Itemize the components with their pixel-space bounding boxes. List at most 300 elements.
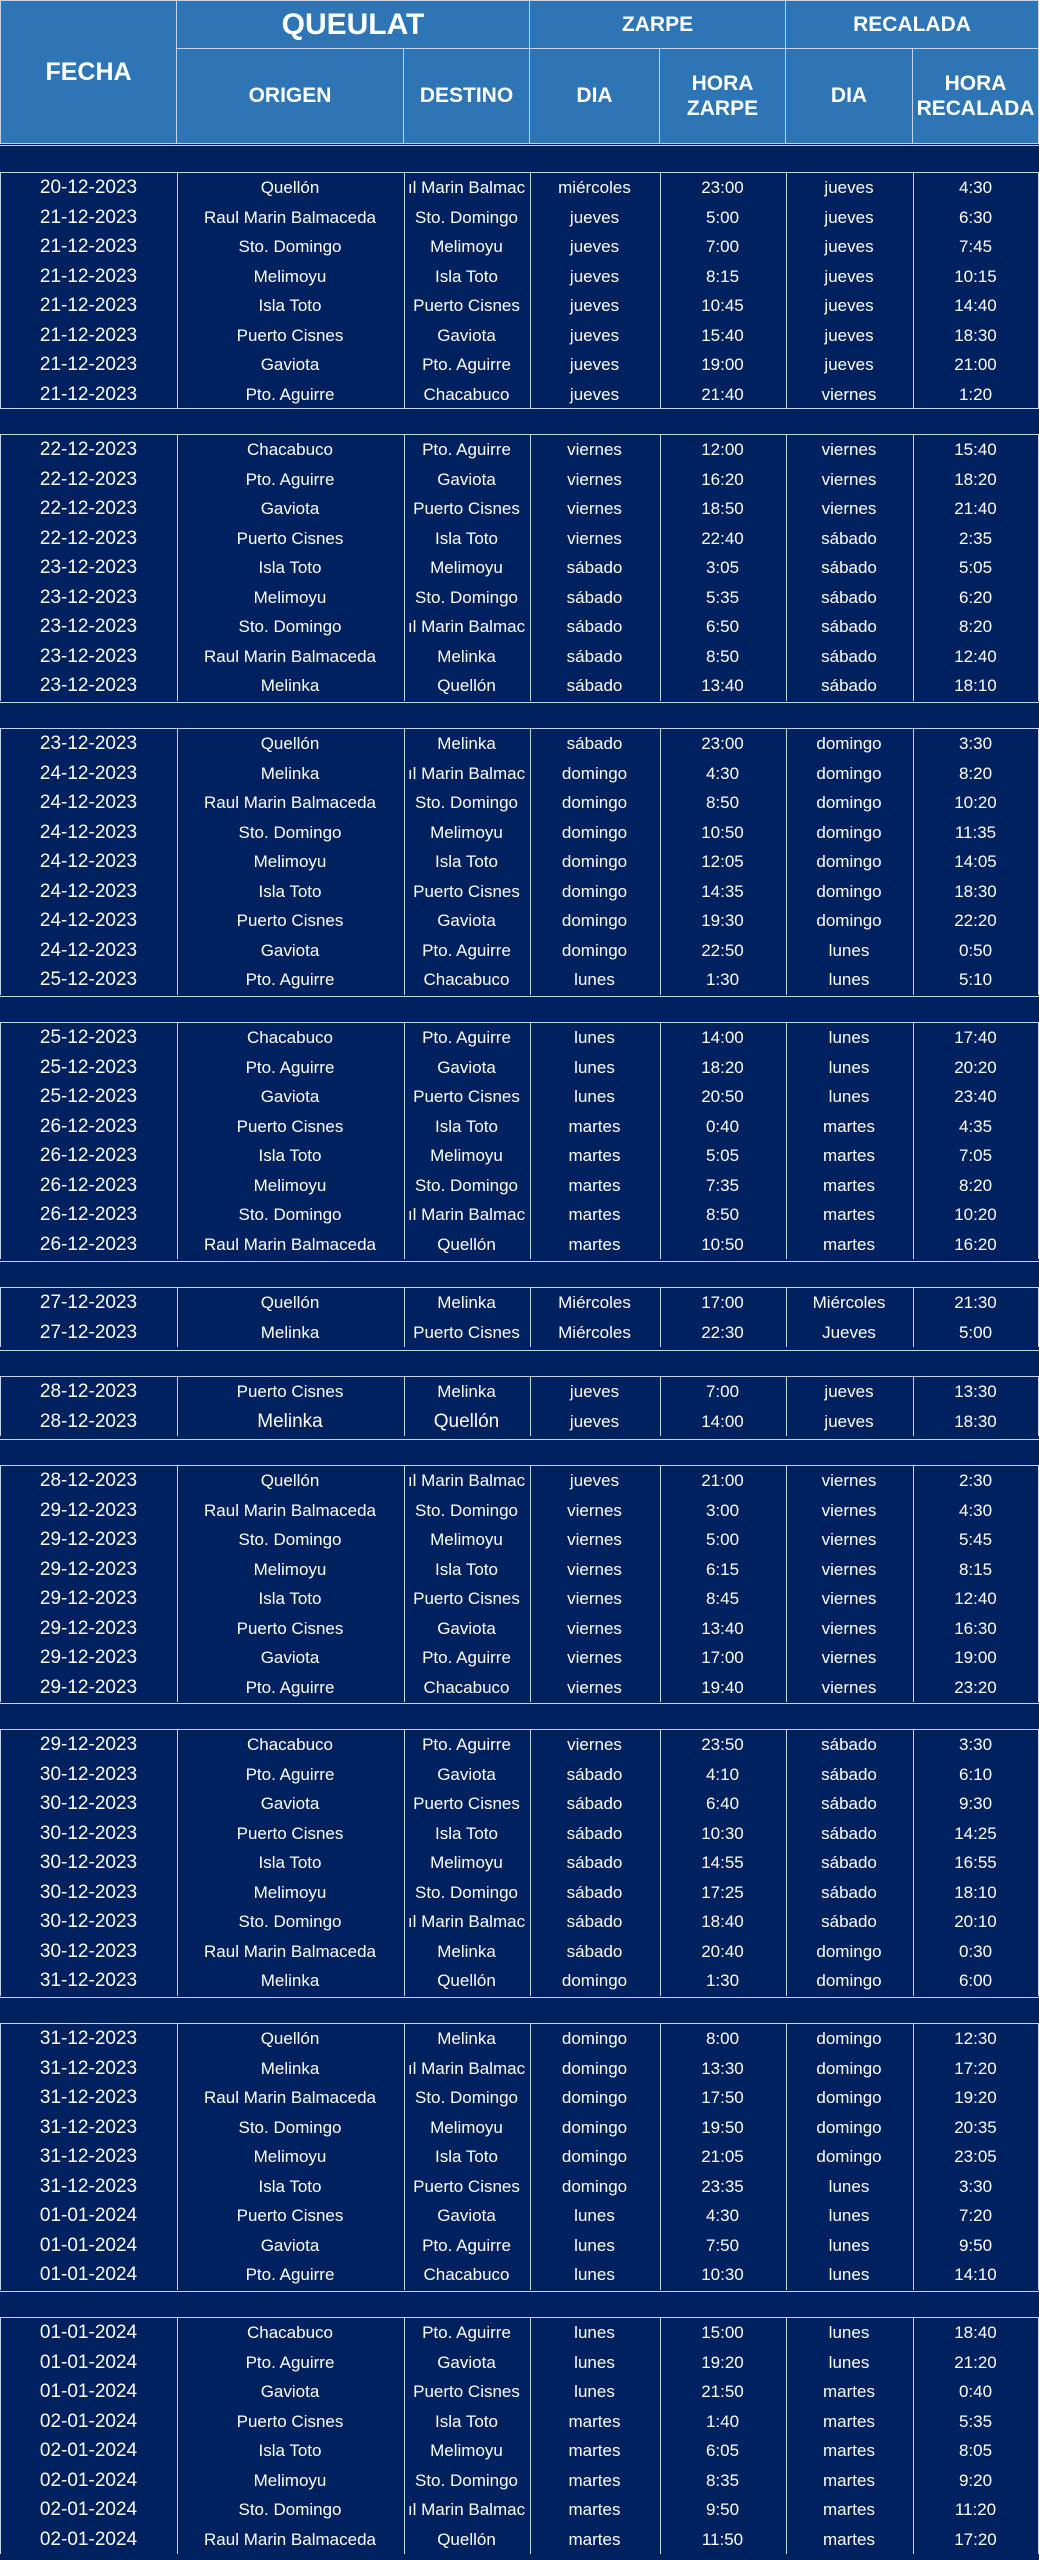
table-row <box>0 847 1039 877</box>
cell-hora-recalada: 5:45 <box>958 1530 993 1549</box>
group-separator <box>0 1261 1039 1288</box>
cell-dia-recalada: domingo <box>816 763 882 783</box>
cell-destino: Melinka <box>437 2029 496 2048</box>
cell-origen: Gaviota <box>260 940 320 960</box>
cell-origen: Melimoyu <box>253 1882 327 1902</box>
cell-origen: Pto. Aguirre <box>245 970 335 989</box>
cell-hora-recalada: 4:30 <box>958 1500 993 1520</box>
cell-origen: Pto. Aguirre <box>245 1764 335 1784</box>
cell-dia-zarpe: sábado <box>566 734 623 753</box>
cell-origen: Pto. Aguirre <box>245 384 335 404</box>
cell-dia-recalada: viernes <box>821 1677 877 1697</box>
cell-hora-recalada: 12:30 <box>954 2029 997 2048</box>
cell-fecha: 30-12-2023 <box>39 1793 138 1814</box>
cell-dia-recalada: lunes <box>828 1087 870 1106</box>
cell-fecha: 21-12-2023 <box>39 383 138 405</box>
group-separator <box>0 1703 1039 1730</box>
cell-origen: Melimoyu <box>253 587 327 607</box>
cell-dia-zarpe: lunes <box>574 1028 615 1047</box>
cell-destino: ıl Marin Balmac <box>407 763 526 783</box>
cell-dia-zarpe: domingo <box>561 911 628 930</box>
cell-fecha: 30-12-2023 <box>39 1822 138 1844</box>
cell-fecha: 28-12-2023 <box>39 1381 138 1402</box>
cell-fecha: 24-12-2023 <box>39 851 138 872</box>
cell-dia-zarpe: martes <box>568 1116 621 1136</box>
vessel-name <box>176 0 530 49</box>
cell-fecha: 22-12-2023 <box>39 498 138 519</box>
cell-destino: Chacabuco <box>423 384 510 404</box>
cell-hora-recalada: 2:30 <box>958 1471 993 1490</box>
cell-hora-recalada: 6:00 <box>958 1971 993 1990</box>
cell-dia-recalada: sábado <box>821 617 877 636</box>
cell-fecha: 27-12-2023 <box>39 1292 138 1313</box>
group-separator <box>0 145 1039 173</box>
cell-dia-recalada: sábado <box>821 558 877 577</box>
cell-destino: Quellón <box>437 2529 496 2549</box>
cell-hora-zarpe: 6:15 <box>705 1559 740 1579</box>
cell-hora-recalada: 6:10 <box>958 1764 993 1784</box>
cell-hora-recalada: 16:55 <box>954 1853 997 1872</box>
cell-fecha: 23-12-2023 <box>39 616 138 637</box>
cell-hora-zarpe: 12:05 <box>701 852 744 871</box>
table-row <box>0 2142 1039 2172</box>
col-header-dia-recalada <box>785 48 913 144</box>
cell-dia-zarpe: Miércoles <box>558 1322 631 1342</box>
cell-hora-recalada: 22:20 <box>954 911 997 930</box>
table-row <box>0 2348 1039 2378</box>
cell-dia-recalada: sábado <box>821 1764 877 1784</box>
cell-destino: Melimoyu <box>430 558 503 577</box>
cell-hora-zarpe: 15:40 <box>701 325 744 345</box>
cell-hora-recalada: 5:10 <box>958 970 993 989</box>
cell-destino: Gaviota <box>437 1764 496 1784</box>
cell-hora-recalada: 5:05 <box>958 558 993 577</box>
cell-hora-recalada: 4:35 <box>958 1116 993 1136</box>
cell-dia-recalada: viernes <box>821 1530 877 1549</box>
cell-dia-recalada: lunes <box>828 2352 870 2372</box>
cell-hora-zarpe: 19:40 <box>701 1677 744 1697</box>
cell-fecha: 24-12-2023 <box>39 880 138 902</box>
cell-destino: Melinka <box>437 1293 496 1312</box>
cell-fecha: 26-12-2023 <box>39 1174 138 1196</box>
cell-destino: Sto. Domingo <box>415 2470 518 2490</box>
cell-fecha: 29-12-2023 <box>39 1647 138 1668</box>
table-row <box>0 2024 1039 2054</box>
cell-dia-zarpe: domingo <box>561 793 628 812</box>
cell-hora-recalada: 10:20 <box>954 793 997 812</box>
cell-destino: Gaviota <box>437 1618 496 1638</box>
table-row <box>0 671 1039 701</box>
cell-dia-zarpe: viernes <box>567 1677 622 1697</box>
cell-origen: Pto. Aguirre <box>245 2265 335 2284</box>
cell-dia-zarpe: sábado <box>566 558 623 577</box>
cell-destino: Melinka <box>437 1941 496 1961</box>
cell-hora-zarpe: 6:50 <box>705 617 740 636</box>
table-row <box>0 203 1039 233</box>
cell-origen: Chacabuco <box>246 1735 333 1754</box>
cell-origen: Gaviota <box>260 499 320 518</box>
cell-origen: Melimoyu <box>253 852 327 871</box>
group-separator <box>0 1997 1039 2024</box>
cell-destino: Isla Toto <box>434 528 498 548</box>
cell-hora-recalada: 0:50 <box>958 940 993 960</box>
cell-dia-recalada: martes <box>823 1234 875 1254</box>
cell-hora-recalada: 15:40 <box>954 440 997 459</box>
zarpe-label: ZARPE <box>621 12 694 36</box>
cell-hora-zarpe: 22:30 <box>701 1322 744 1342</box>
cell-hora-zarpe: 16:20 <box>701 469 744 489</box>
table-row <box>0 2172 1039 2202</box>
cell-dia-recalada: lunes <box>828 2235 870 2255</box>
cell-dia-recalada: sábado <box>821 676 877 695</box>
table-row <box>0 2201 1039 2231</box>
cell-hora-recalada: 8:20 <box>958 763 993 783</box>
cell-destino: Sto. Domingo <box>415 793 518 812</box>
cell-fecha: 29-12-2023 <box>39 1588 138 1609</box>
cell-dia-recalada: viernes <box>821 1648 877 1667</box>
table-row <box>0 2436 1039 2466</box>
col-header-hora-zarpe <box>659 48 786 144</box>
cell-dia-zarpe: domingo <box>561 763 628 783</box>
cell-hora-zarpe: 13:40 <box>701 1618 744 1638</box>
cell-hora-recalada: 13:30 <box>954 1382 997 1401</box>
cell-origen: Isla Toto <box>258 2441 322 2460</box>
cell-destino: Melimoyu <box>430 2441 503 2460</box>
cell-fecha: 29-12-2023 <box>39 1499 138 1521</box>
cell-dia-zarpe: viernes <box>567 1618 622 1638</box>
cell-fecha: 31-12-2023 <box>39 2057 138 2079</box>
cell-origen: Gaviota <box>260 2235 320 2255</box>
cell-dia-zarpe: sábado <box>566 587 623 607</box>
table-row <box>0 1789 1039 1819</box>
cell-fecha: 29-12-2023 <box>39 1617 138 1639</box>
cell-hora-zarpe: 20:50 <box>701 1087 744 1106</box>
table-row <box>0 642 1039 672</box>
cell-destino: Quellón <box>437 1234 496 1254</box>
cell-hora-recalada: 16:20 <box>954 1234 997 1254</box>
cell-dia-recalada: sábado <box>821 1882 877 1902</box>
cell-hora-recalada: 19:00 <box>954 1648 997 1667</box>
table-row <box>0 1288 1039 1318</box>
cell-destino: Gaviota <box>437 325 496 345</box>
cell-destino: Chacabuco <box>423 970 510 989</box>
table-row <box>0 350 1039 380</box>
cell-fecha: 30-12-2023 <box>39 1881 138 1903</box>
cell-fecha: 22-12-2023 <box>39 527 138 549</box>
cell-fecha: 30-12-2023 <box>39 1852 138 1873</box>
cell-dia-recalada: domingo <box>816 2117 882 2137</box>
col-group-zarpe <box>529 0 786 49</box>
cell-hora-zarpe: 7:50 <box>705 2235 740 2255</box>
cell-dia-zarpe: martes <box>568 2470 621 2490</box>
recalada-label: RECALADA <box>853 12 971 36</box>
table-row <box>0 1966 1039 1996</box>
cell-hora-recalada: 18:10 <box>954 676 997 695</box>
cell-fecha: 23-12-2023 <box>39 586 138 608</box>
cell-destino: Isla Toto <box>434 852 498 871</box>
cell-hora-recalada: 10:20 <box>954 1205 997 1224</box>
table-row <box>0 877 1039 907</box>
cell-fecha: 01-01-2024 <box>39 2264 138 2285</box>
cell-hora-recalada: 3:30 <box>958 734 993 753</box>
cell-destino: ıl Marin Balmac <box>407 1912 526 1931</box>
cell-destino: Sto. Domingo <box>415 587 518 607</box>
cell-dia-recalada: domingo <box>816 793 882 812</box>
cell-origen: Sto. Domingo <box>238 822 342 842</box>
cell-destino: Pto. Aguirre <box>422 1028 511 1047</box>
table-row <box>0 1937 1039 1967</box>
cell-fecha: 31-12-2023 <box>39 2028 138 2049</box>
cell-fecha: 31-12-2023 <box>39 2175 138 2197</box>
cell-origen: Pto. Aguirre <box>245 2352 335 2372</box>
cell-dia-zarpe: lunes <box>574 1057 615 1077</box>
cell-dia-zarpe: viernes <box>567 440 622 459</box>
cell-hora-zarpe: 0:40 <box>705 1116 740 1136</box>
cell-hora-zarpe: 21:40 <box>701 384 744 404</box>
cell-origen: Gaviota <box>260 1794 320 1813</box>
cell-dia-recalada: jueves <box>824 1382 874 1401</box>
cell-dia-recalada: domingo <box>816 822 882 842</box>
table-row <box>0 1377 1039 1407</box>
cell-fecha: 01-01-2024 <box>39 2205 138 2226</box>
cell-fecha: 24-12-2023 <box>39 910 138 931</box>
cell-hora-zarpe: 10:30 <box>701 2265 744 2284</box>
cell-destino: Isla Toto <box>434 1559 498 1579</box>
cell-hora-zarpe: 13:30 <box>701 2058 744 2078</box>
table-row <box>0 2495 1039 2525</box>
cell-dia-recalada: domingo <box>816 852 882 871</box>
table-row <box>0 1318 1039 1348</box>
cell-dia-zarpe: domingo <box>561 1971 628 1990</box>
cell-dia-recalada: lunes <box>828 970 870 989</box>
group-separator <box>0 2291 1039 2318</box>
cell-dia-zarpe: martes <box>568 1234 621 1254</box>
table-row <box>0 1760 1039 1790</box>
cell-origen: Puerto Cisnes <box>236 1823 344 1843</box>
cell-destino: Melinka <box>437 734 496 753</box>
cell-origen: Pto. Aguirre <box>245 469 335 489</box>
cell-dia-zarpe: lunes <box>574 2235 615 2255</box>
cell-origen: Melimoyu <box>253 1559 327 1579</box>
table-row <box>0 583 1039 613</box>
cell-hora-zarpe: 14:00 <box>701 1028 744 1047</box>
cell-dia-zarpe: jueves <box>569 384 620 404</box>
cell-fecha: 23-12-2023 <box>39 557 138 578</box>
cell-dia-recalada: viernes <box>821 1500 877 1520</box>
cell-hora-recalada: 6:30 <box>958 207 993 227</box>
cell-dia-zarpe: lunes <box>574 2323 615 2342</box>
cell-origen: Melimoyu <box>253 2470 327 2490</box>
cell-fecha: 21-12-2023 <box>39 265 138 287</box>
cell-dia-zarpe: martes <box>568 2411 621 2431</box>
cell-dia-zarpe: domingo <box>561 881 628 901</box>
cell-hora-recalada: 8:05 <box>958 2441 993 2460</box>
cell-destino: Pto. Aguirre <box>422 355 511 374</box>
cell-hora-recalada: 9:50 <box>958 2235 993 2255</box>
cell-dia-zarpe: domingo <box>561 2147 628 2166</box>
cell-origen: Melimoyu <box>253 2147 327 2166</box>
cell-destino: Puerto Cisnes <box>413 499 520 518</box>
cell-fecha: 25-12-2023 <box>39 1027 138 1048</box>
cell-hora-recalada: 21:00 <box>954 355 997 374</box>
cell-destino: Melimoyu <box>430 1146 503 1165</box>
cell-dia-recalada: domingo <box>816 1971 882 1990</box>
cell-fecha: 31-12-2023 <box>39 2146 138 2167</box>
cell-dia-zarpe: viernes <box>567 1500 622 1520</box>
cell-destino: ıl Marin Balmac <box>407 617 526 636</box>
table-row <box>0 1643 1039 1673</box>
cell-dia-recalada: domingo <box>816 911 882 930</box>
group-separator <box>0 702 1039 729</box>
cell-origen: Isla Toto <box>258 881 322 901</box>
cell-destino: Quellón <box>437 676 496 695</box>
cell-hora-recalada: 14:10 <box>954 2265 997 2284</box>
cell-dia-recalada: martes <box>823 2411 875 2431</box>
cell-dia-recalada: martes <box>823 1116 875 1136</box>
cell-origen: Melinka <box>260 1322 320 1342</box>
cell-destino: Melinka <box>437 646 496 666</box>
cell-dia-zarpe: domingo <box>561 2176 628 2196</box>
cell-fecha: 23-12-2023 <box>39 675 138 696</box>
cell-hora-zarpe: 18:50 <box>701 499 744 518</box>
cell-fecha: 26-12-2023 <box>39 1233 138 1255</box>
cell-hora-recalada: 18:10 <box>954 1882 997 1902</box>
table-row <box>0 936 1039 966</box>
cell-dia-zarpe: sábado <box>566 1912 623 1931</box>
cell-dia-recalada: viernes <box>821 1618 877 1638</box>
cell-destino: Gaviota <box>437 1057 496 1077</box>
cell-dia-recalada: martes <box>823 2529 875 2549</box>
cell-hora-zarpe: 6:05 <box>705 2441 740 2460</box>
cell-hora-zarpe: 15:00 <box>701 2323 744 2342</box>
cell-hora-zarpe: 12:00 <box>701 440 744 459</box>
table-row <box>0 2113 1039 2143</box>
table-row <box>0 1819 1039 1849</box>
table-row <box>0 262 1039 292</box>
cell-hora-zarpe: 3:00 <box>705 1500 740 1520</box>
cell-hora-zarpe: 5:05 <box>705 1146 740 1165</box>
cell-hora-zarpe: 19:30 <box>701 911 744 930</box>
cell-hora-zarpe: 19:50 <box>701 2117 744 2137</box>
cell-destino: Pto. Aguirre <box>422 1735 511 1754</box>
cell-hora-recalada: 21:20 <box>954 2352 997 2372</box>
cell-dia-recalada: sábado <box>821 1823 877 1843</box>
table-row <box>0 1407 1039 1437</box>
table-row <box>0 1200 1039 1230</box>
cell-hora-recalada: 10:15 <box>954 266 997 286</box>
cell-dia-recalada: lunes <box>828 940 870 960</box>
cell-origen: Puerto Cisnes <box>236 528 344 548</box>
cell-origen: Quellón <box>260 1293 320 1312</box>
cell-fecha: 21-12-2023 <box>39 354 138 375</box>
cell-destino: Puerto Cisnes <box>413 881 520 901</box>
cell-origen: Melinka <box>260 676 320 695</box>
cell-origen: Isla Toto <box>258 1146 322 1165</box>
table-row <box>0 2318 1039 2348</box>
cell-destino: Puerto Cisnes <box>413 2382 520 2401</box>
cell-dia-recalada: jueves <box>824 1411 874 1431</box>
cell-destino: Sto. Domingo <box>415 2088 518 2107</box>
cell-hora-recalada: 8:15 <box>958 1559 993 1579</box>
cell-dia-zarpe: viernes <box>567 499 622 518</box>
cell-dia-recalada: martes <box>823 1175 875 1195</box>
cell-dia-recalada: viernes <box>821 469 877 489</box>
cell-fecha: 21-12-2023 <box>39 324 138 346</box>
cell-hora-zarpe: 7:00 <box>705 237 740 256</box>
cell-fecha: 24-12-2023 <box>39 821 138 843</box>
cell-dia-zarpe: lunes <box>574 2352 615 2372</box>
cell-dia-recalada: martes <box>823 1146 875 1165</box>
cell-hora-recalada: 9:30 <box>958 1794 993 1813</box>
table-row <box>0 1730 1039 1760</box>
cell-hora-zarpe: 1:30 <box>705 1971 740 1990</box>
cell-destino: ıl Marin Balmac <box>407 2058 526 2078</box>
cell-destino: Pto. Aguirre <box>422 2235 511 2255</box>
cell-hora-recalada: 0:40 <box>958 2382 993 2401</box>
cell-destino: Isla Toto <box>434 1116 498 1136</box>
table-row <box>0 1023 1039 1053</box>
cell-dia-recalada: lunes <box>828 2176 870 2196</box>
cell-dia-zarpe: miércoles <box>558 178 631 197</box>
cell-dia-zarpe: jueves <box>569 237 620 256</box>
cell-origen: Isla Toto <box>258 1589 322 1608</box>
cell-dia-zarpe: viernes <box>567 469 622 489</box>
cell-dia-zarpe: viernes <box>567 528 622 548</box>
cell-origen: Gaviota <box>260 2382 320 2401</box>
cell-origen: Melimoyu <box>253 1175 327 1195</box>
cell-dia-recalada: sábado <box>821 1794 877 1813</box>
cell-destino: Isla Toto <box>434 1823 498 1843</box>
table-row <box>0 2260 1039 2290</box>
cell-origen: Raul Marin Balmaceda <box>204 2529 376 2549</box>
table-row <box>0 2231 1039 2261</box>
table-row <box>0 788 1039 818</box>
destino-label: DESTINO <box>419 84 514 108</box>
cell-hora-recalada: 21:40 <box>954 499 997 518</box>
cell-hora-zarpe: 11:50 <box>701 2529 744 2549</box>
cell-hora-zarpe: 21:05 <box>701 2147 744 2166</box>
cell-fecha: 02-01-2024 <box>39 2499 138 2520</box>
cell-hora-zarpe: 10:50 <box>701 1234 744 1254</box>
cell-dia-zarpe: viernes <box>567 1589 622 1608</box>
cell-origen: Gaviota <box>260 355 320 374</box>
cell-hora-zarpe: 22:40 <box>701 528 744 548</box>
cell-fecha: 21-12-2023 <box>39 236 138 257</box>
cell-origen: Chacabuco <box>246 1028 333 1047</box>
cell-destino: ıl Marin Balmac <box>407 178 526 197</box>
cell-fecha: 02-01-2024 <box>39 2440 138 2461</box>
cell-origen: Quellón <box>260 1471 320 1490</box>
cell-fecha: 20-12-2023 <box>39 177 138 198</box>
cell-hora-recalada: 20:20 <box>954 1057 997 1077</box>
cell-fecha: 29-12-2023 <box>39 1529 138 1550</box>
cell-hora-zarpe: 4:30 <box>705 2206 740 2225</box>
cell-dia-recalada: jueves <box>824 237 874 256</box>
cell-dia-zarpe: domingo <box>561 822 628 842</box>
table-row <box>0 612 1039 642</box>
cell-origen: Sto. Domingo <box>238 1912 342 1931</box>
cell-hora-zarpe: 4:30 <box>705 763 740 783</box>
cell-hora-recalada: 18:30 <box>954 1411 997 1431</box>
cell-hora-zarpe: 14:00 <box>701 1411 744 1431</box>
cell-dia-zarpe: jueves <box>569 296 620 315</box>
table-row <box>0 729 1039 759</box>
cell-dia-zarpe: sábado <box>566 1823 623 1843</box>
table-row <box>0 380 1039 410</box>
cell-fecha: 30-12-2023 <box>39 1940 138 1962</box>
cell-destino: ıl Marin Balmac <box>407 1471 526 1490</box>
table-row <box>0 759 1039 789</box>
